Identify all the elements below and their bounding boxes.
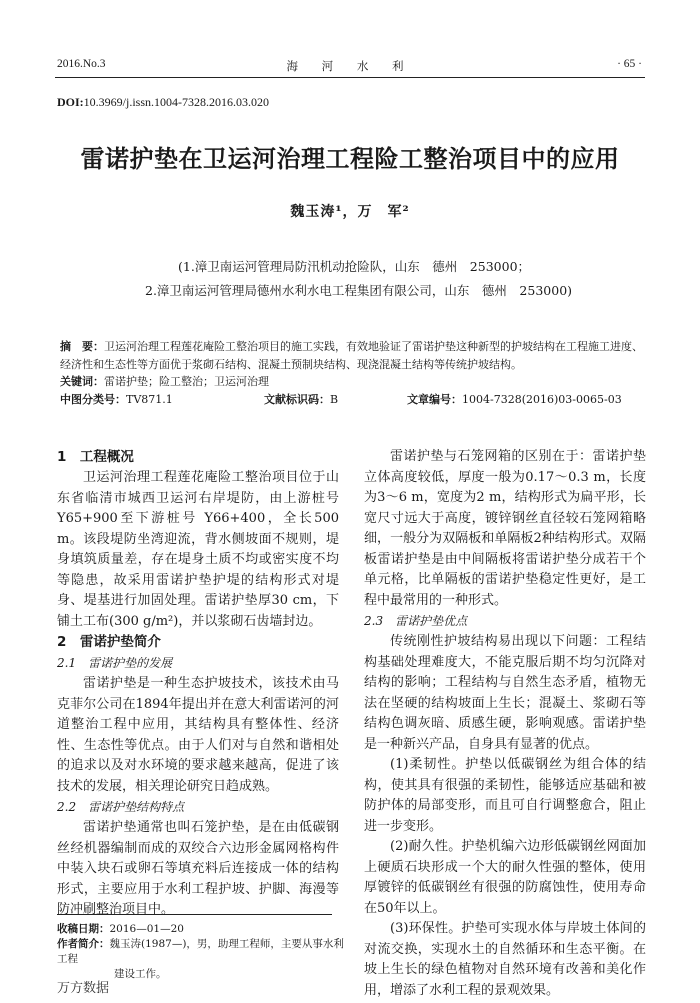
section-2-2-heading: 2.2 雷诺护垫结构特点 <box>57 800 185 814</box>
issue-number: 2016.No.3 <box>57 58 106 70</box>
section-2-3-heading: 2.3 雷诺护垫优点 <box>364 614 468 628</box>
right-paragraph-1: 雷诺护垫与石笼网箱的区别在于：雷诺护垫立体高度较低，厚度一般为0.17～0.3 m，长度为3～6 m，宽度为2 m，结构形式为扁平形，长宽尺寸远大于高度，镀锌钢丝直径较石笼网箱略细，一般分为双隔板和单隔板2种结构形式。双隔板雷诺护垫是由中间隔板将雷诺护垫分成若干个单元格，比单隔板的雷诺护垫稳定性更好，是工程中最常用的一种形式。 <box>364 449 646 608</box>
abstract-text: 卫运河治理工程莲花庵险工整治项目的施工实践，有效地验证了雷诺护垫这种新型的护坡结构在工程施工进度、经济性和生态性等方面优于浆砌石结构、混凝土预制块结构、现浇混凝土结构等传统护坡结构。 <box>60 340 643 371</box>
received-date: 收稿日期：2016—01—20 <box>57 923 184 935</box>
doi-label: DOI: <box>57 95 84 109</box>
author-bio: 作者简介：魏玉涛(1987—)，男，助理工程师，主要从事水利工程 <box>57 938 344 965</box>
section-2-2-paragraph: 雷诺护垫通常也叫石笼护垫，是在由低碳钢丝经机器编制而成的双绞合六边形金属网格构件中装入块石或卵石等填充料后连接成一体的结构形式，主要应用于水利工程护坡、护脚、海漫等防冲刷整治项目中。 <box>57 820 339 917</box>
right-paragraph-2: 传统刚性护坡结构易出现以下问题：工程结构基础处理难度大，不能克服后期不均匀沉降对结构的影响；工程结构与自然生态矛盾，植物无法在坚硬的结构坡面上生长；混凝土、浆砌石等结构色调灰暗、质感生硬，影响观感。雷诺护垫是一种新兴产品，自身具有显著的优点。 <box>364 634 646 752</box>
advantages-list <box>364 755 646 1001</box>
affiliation-2: 2.漳卫南运河管理局德州水利水电工程集团有限公司，山东 德州 253000) <box>145 283 573 298</box>
list-item: (1)柔韧性。护垫以低碳钢丝为组合体的结构，使其具有很强的柔韧性，能够适应基础和被防护体的局部变形，而且可自行调整愈合，阻止进一步变形。 <box>364 757 646 834</box>
list-item: (3)环保性。护垫可实现水体与岸坡土体间的对流交换，实现水土的自然循环和生态平衡。在坡上生长的绿色植物对自然环境有改善和美化作用，增添了水利工程的景观效果。 <box>364 921 646 998</box>
wanfang-watermark: 万方数据 <box>57 981 110 996</box>
affiliation-1: (1.漳卫南运河管理局防汛机动抢险队，山东 德州 253000； <box>178 259 531 274</box>
footnote <box>57 922 347 982</box>
page-number: · 65 · <box>617 58 642 70</box>
section-1-heading: 1 工程概况 <box>57 449 134 465</box>
abstract-label: 摘 要： <box>60 340 104 353</box>
journal-name: 海 河 水 利 <box>286 59 414 73</box>
author-bio-continued: 建设工作。 <box>114 968 167 980</box>
document-code: 文献标识码：B <box>264 393 339 406</box>
abstract <box>60 338 645 391</box>
list-item: (2)耐久性。护垫机编六边形低碳钢丝网面加上硬质石块形成一个大的耐久性强的整体，使用厚镀锌的低碳钢丝有很强的防腐蚀性，使用寿命在50年以上。 <box>364 839 646 916</box>
header-rule <box>55 77 645 78</box>
right-column <box>364 447 646 1001</box>
footnote-rule <box>57 914 332 915</box>
doi-line <box>57 95 269 110</box>
doi-value[interactable]: 10.3969/j.issn.1004-7328.2016.03.020 <box>83 95 270 109</box>
author-list: 魏玉涛¹，万 军² <box>290 204 410 220</box>
keywords: 雷诺护垫；险工整治；卫运河治理 <box>104 375 269 388</box>
keywords-label: 关键词： <box>60 375 104 388</box>
paper-title: 雷诺护垫在卫运河治理工程险工整治项目中的应用 <box>80 145 620 173</box>
section-2-1-heading: 2.1 雷诺护垫的发展 <box>57 656 173 670</box>
section-2-heading: 2 雷诺护垫简介 <box>57 634 161 650</box>
left-column <box>57 447 339 921</box>
section-2-1-paragraph: 雷诺护垫是一种生态护坡技术，该技术由马克菲尔公司在1894年提出并在意大利雷诺河的河道整治工程中应用，其结构具有整体性、经济性、生态性等优点。由于人们对与自然和谐相处的追求以及对水环境的要求越来越高，促进了该技术的发展，相关理论研究日趋成熟。 <box>57 676 339 794</box>
section-1-paragraph: 卫运河治理工程莲花庵险工整治项目位于山东省临清市城西卫运河右岸堤防，由上游桩号 Y65+900至下游桩号 Y66+400，全长500 m。该段堤防坐湾迎流，背水侧坡面不规则，堤身填筑质量差，存在堤身土质不均或密实度不均等隐患，故采用雷诺护垫护堤的结构形式对堤身、堤基进行加固处理。雷诺护垫厚30 cm，下铺土工布(300 g/m²)，并以浆砌石齿墙封边。 <box>57 470 339 629</box>
article-number: 文章编号：1004-7328(2016)03-0065-03 <box>407 393 622 406</box>
clc-number: 中图分类号：TV871.1 <box>60 393 173 406</box>
